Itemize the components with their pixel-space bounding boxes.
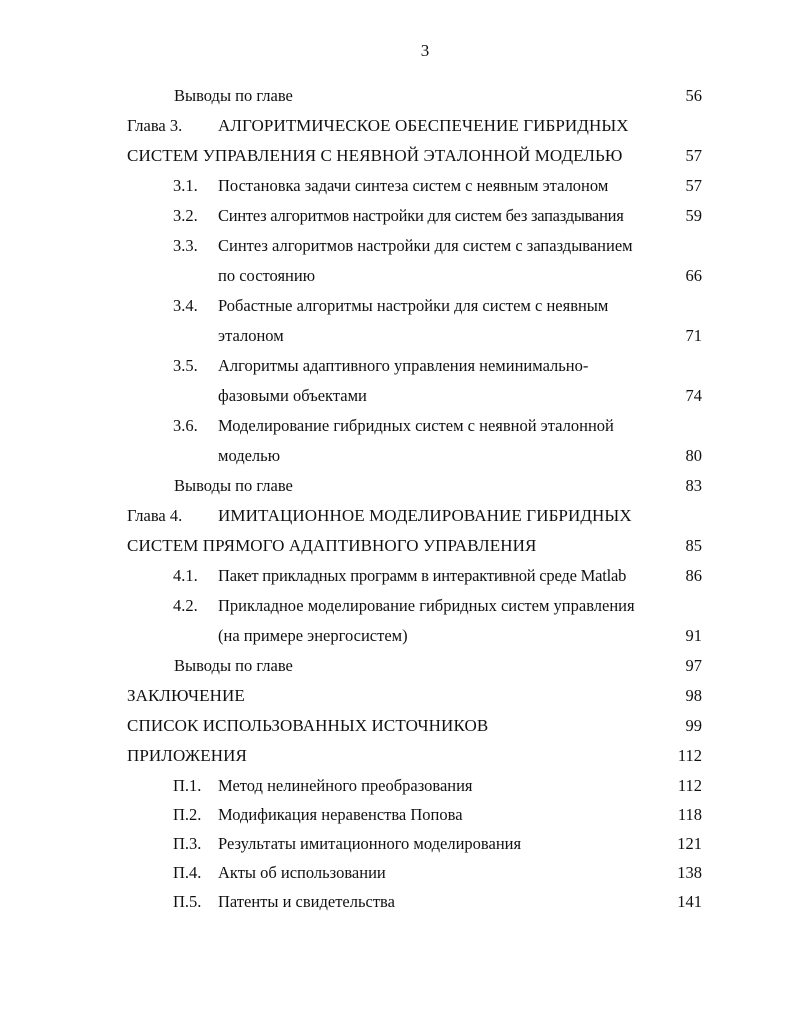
toc-entry-text: ЗАКЛЮЧЕНИЕ [127,686,245,705]
toc-entry-text: Выводы по главе [174,476,293,495]
toc-section-text: эталоном [218,326,284,345]
toc-entry-summary-ch3 [0,474,794,498]
toc-section-text: Синтез алгоритмов настройки для систем без запаздывания [218,206,624,225]
toc-section-text: Метод нелинейного преобразования [218,776,473,795]
toc-entry-page: 83 [685,476,702,495]
toc-section-text: Патенты и свидетельства [218,892,395,911]
toc-section-3-6 [0,414,794,438]
toc-chapter-3-title-cont [0,144,794,168]
toc-section-text: Синтез алгоритмов настройки для систем с запаздыванием [218,236,633,255]
toc-section-4-2 [0,594,794,618]
toc-entry-summary-ch4 [0,654,794,678]
toc-chapter-label: Глава 4. [127,506,183,525]
toc-section-text: фазовыми объектами [218,386,367,405]
toc-entry-page: 141 [677,892,702,911]
toc-entry-page: 56 [685,86,702,105]
toc-entry-conclusion [0,684,794,708]
toc-entry-page: 59 [685,206,702,225]
toc-section-4-2-cont [0,624,794,648]
toc-section-3-3-cont [0,264,794,288]
toc-section-3-4 [0,294,794,318]
toc-chapter-title: СИСТЕМ ПРЯМОГО АДАПТИВНОГО УПРАВЛЕНИЯ [127,536,537,555]
toc-section-3-5-cont [0,384,794,408]
toc-section-number: П.1. [173,776,202,795]
toc-entry-page: 97 [685,656,702,675]
toc-chapter-title: ИМИТАЦИОННОЕ МОДЕЛИРОВАНИЕ ГИБРИДНЫХ [218,506,632,525]
toc-entry-page: 66 [685,266,702,285]
toc-section-number: 3.1. [173,176,198,195]
toc-entry-page: 86 [685,566,702,585]
toc-entry-page: 99 [685,716,702,735]
toc-section-text: Пакет прикладных программ в интерактивной среде Matlab [218,566,627,585]
toc-chapter-title: СИСТЕМ УПРАВЛЕНИЯ С НЕЯВНОЙ ЭТАЛОННОЙ МОДЕЛЬЮ [127,146,623,165]
toc-appendix-2 [0,803,794,827]
toc-entry-page: 91 [685,626,702,645]
toc-section-text: моделью [218,446,281,465]
toc-entry-page: 98 [685,686,702,705]
toc-section-4-1 [0,564,794,588]
toc-appendix-1 [0,774,794,798]
toc-chapter-title: АЛГОРИТМИЧЕСКОЕ ОБЕСПЕЧЕНИЕ ГИБРИДНЫХ [218,116,629,135]
toc-section-number: П.4. [173,863,202,882]
toc-entry-page: 85 [685,536,702,555]
toc-entry-text: ПРИЛОЖЕНИЯ [127,746,247,765]
toc-entry-page: 112 [677,776,702,795]
toc-chapter-4-title-cont [0,534,794,558]
toc-entry-appendices [0,744,794,768]
toc-entry-page: 57 [685,176,702,195]
toc-section-text: Алгоритмы адаптивного управления неминимально- [218,356,589,375]
toc-section-3-4-cont [0,324,794,348]
toc-entry-text: Выводы по главе [174,86,293,105]
toc-section-number: 3.5. [173,356,198,375]
toc-section-3-2 [0,204,794,228]
toc-section-3-1 [0,174,794,198]
toc-section-number: П.5. [173,892,202,911]
toc-entry-page: 121 [677,834,702,853]
toc-entry-text: Выводы по главе [174,656,293,675]
toc-section-text: Акты об использовании [218,863,386,882]
toc-entry-page: 74 [685,386,702,405]
toc-section-text: Результаты имитационного моделирования [218,834,522,853]
toc-section-3-5 [0,354,794,378]
toc-section-text: Постановка задачи синтеза систем с неявным эталоном [218,176,609,195]
toc-section-number: П.3. [173,834,202,853]
toc-entry-summary-ch2 [0,84,794,108]
toc-section-text: Модификация неравенства Попова [218,805,463,824]
toc-section-text: Прикладное моделирование гибридных систем управления [218,596,635,615]
toc-entry-page: 112 [677,746,702,765]
toc-section-number: 3.2. [173,206,198,225]
toc-entry-page: 80 [685,446,702,465]
toc-section-3-3 [0,234,794,258]
toc-appendix-3 [0,832,794,856]
toc-entry-references [0,714,794,738]
toc-chapter-label: Глава 3. [127,116,183,135]
toc-section-number: 4.2. [173,596,198,615]
toc-entry-page: 57 [685,146,702,165]
toc-section-3-6-cont [0,444,794,468]
toc-entry-text: СПИСОК ИСПОЛЬЗОВАННЫХ ИСТОЧНИКОВ [127,716,489,735]
toc-chapter-3-heading [0,114,794,138]
toc-entry-page: 118 [677,805,702,824]
toc-section-number: 3.6. [173,416,198,435]
toc-appendix-4 [0,861,794,885]
toc-section-text: Моделирование гибридных систем с неявной эталонной [218,416,614,435]
toc-section-text: по состоянию [218,266,316,285]
toc-section-text: (на примере энергосистем) [218,626,408,645]
toc-entry-page: 71 [685,326,702,345]
page-number: 3 [420,41,430,60]
toc-section-number: 3.3. [173,236,198,255]
toc-section-number: П.2. [173,805,202,824]
toc-section-text: Робастные алгоритмы настройки для систем с неявным [218,296,609,315]
toc-section-number: 4.1. [173,566,198,585]
toc-chapter-4-heading [0,504,794,528]
toc-section-number: 3.4. [173,296,198,315]
toc-entry-page: 138 [677,863,702,882]
toc-appendix-5 [0,890,794,914]
